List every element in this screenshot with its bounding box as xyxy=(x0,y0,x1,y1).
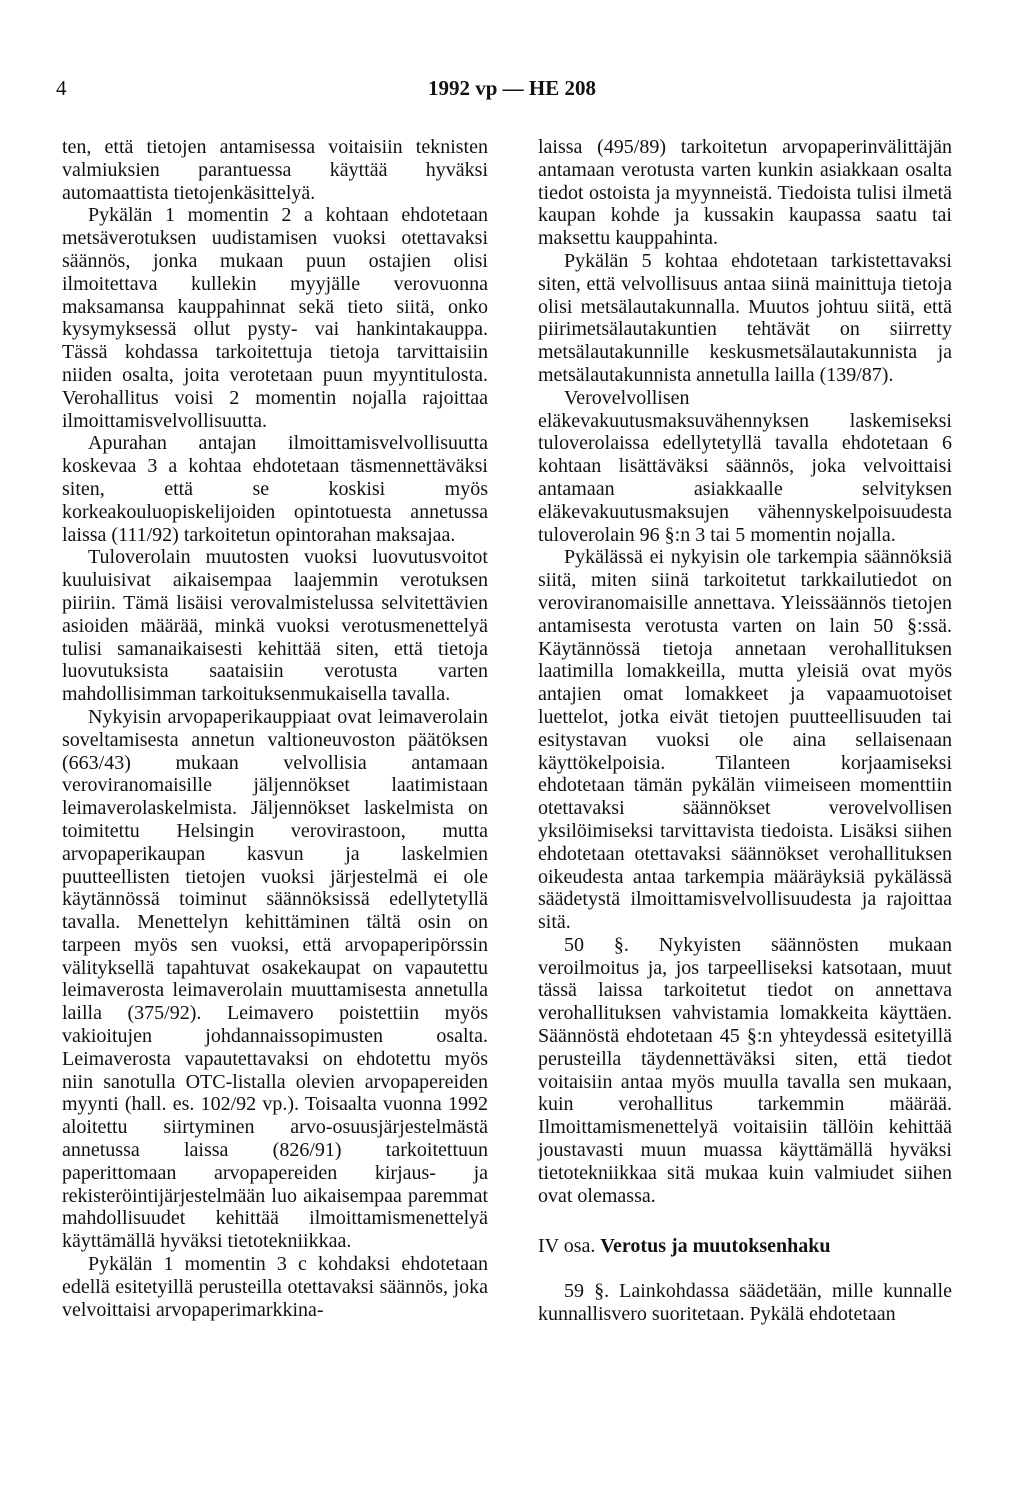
section-title: Verotus ja muutoksenhaku xyxy=(600,1235,831,1258)
right-column xyxy=(538,136,952,1326)
paragraph: Tuloverolain muutosten vuoksi luovutusvoitot kuuluisivat aikaisempaa laajemmin verotuksen piiriin. Tämä lisäisi verovalmistelussa selvitettävien asioiden määrää, minkä vuoksi verotusmenettelyä tulisi samanaikaisesti kehittää siten, että tietoja luovutuksista saataisiin verotusta varten mahdollisimman tarkoituksenmukaisella tavalla. xyxy=(62,546,488,706)
paragraph: Pykälässä ei nykyisin ole tarkempia säännöksiä siitä, miten siinä tarkoitetut tarkkailutiedot on veroviranomaisille annettava. Yleissäännös tietojen antamisesta verotusta varten on lain 50 §:ssä. Käytännössä tietoja annetaan verohallituksen laatimilla lomakkeilla, mutta yleisiä ovat myös antajien omat lomakkeet ja vapaamuotoiset luettelot, jotka eivät tietojen puutteellisuuden tai esitystavan vuoksi ole aina sellaisenaan käyttökelpoisia. Tilanteen korjaamiseksi ehdotetaan tämän pykälän viimeiseen momenttiin otettavaksi säännökset verovelvollisen yksilöimiseksi tarvittavista tiedoista. Lisäksi siihen ehdotetaan otettavaksi säännökset verohallituksen oikeudesta antaa tarkempia määräyksiä pykälässä säädetystä ilmoittamisvelvollisuudesta ja rajoittaa sitä. xyxy=(538,546,952,934)
paragraph: Verovelvollisen eläkevakuutusmaksuvähennyksen laskemiseksi tuloverolaissa edellytetyllä tavalla ehdotetaan 6 kohtaan lisättäväksi säännös, joka velvoittaisi antamaan asiakkaalle selvityksen eläkevakuutusmaksujen vähennyskelpoisuudesta tuloverolain 96 §:n 3 tai 5 momentin nojalla. xyxy=(538,386,952,546)
paragraph: laissa (495/89) tarkoitetun arvopaperinvälittäjän antamaan verotusta varten kunkin asiakkaan osalta tiedot ostoista ja myynneistä. Tiedoista tulisi ilmetä kaupan kohde ja kussakin kaupassa saatu tai maksettu kauppahinta. xyxy=(538,136,952,250)
paragraph: 59 §. Lainkohdassa säädetään, mille kunnalle kunnallisvero suoritetaan. Pykälä ehdotetaan xyxy=(538,1280,952,1326)
paragraph: Nykyisin arvopaperikauppiaat ovat leimaverolain soveltamisesta annetun valtioneuvoston päätöksen (663/43) mukaan velvollisia antamaan veroviranomaisille jäljennökset laatimistaan leimaverolaskelmista. Jäljennökset laskelmista on toimitettu Helsingin verovirastoon, mutta arvopaperikaupan kasvun ja laskelmien puutteellisten tietojen vuoksi järjestelmä ei ole käytännössä toiminut säännöksissä edellytetyllä tavalla. Menettelyn kehittäminen tältä osin on tarpeen myös sen vuoksi, että arvopaperipörssin välityksellä tapahtuvat osakekaupat on vapautettu leimaverosta leimaverolain muuttamisesta annetulla lailla (375/92). Leimavero poistettiin myös vakioitujen johdannaissopimusten osalta. Leimaverosta vapautettavaksi on ehdotettu myös niin sanotulla OTC-listalla olevien arvopapereiden myynti (hall. es. 102/92 vp.). Toisaalta vuonna 1992 aloitettu siirtyminen arvo-osuusjärjestelmästä annetussa laissa (826/91) tarkoitettuun paperittomaan arvopapereiden kirjaus- ja rekisteröintijärjestelmään luo aikaisempaa paremmat mahdollisuudet kehittää ilmoittamismenettelyä käyttämällä hyväksi tietotekniikkaa. xyxy=(62,705,488,1253)
paragraph: ten, että tietojen antamisessa voitaisiin teknisten valmiuksien parantuessa käyttää hyväksi automaattista tietojenkäsittelyä. xyxy=(62,136,488,204)
paragraph: 50 §. Nykyisten säännösten mukaan veroilmoitus ja, jos tarpeelliseksi katsotaan, muut tässä laissa tarkoitetut tiedot on annettava verohallituksen vahvistamia lomakkeita käyttäen. Säännöstä ehdotetaan 45 §:n yhteydessä esitetyillä perusteilla täydennettäväksi siten, että tiedot voitaisiin antaa myös muulla tavalla sen mukaan, kuin verohallitus tarkemmin määrää. Ilmoittamismenettelyä voitaisiin tällöin kehittää joustavasti muun muassa käyttämällä hyväksi tietotekniikkaa sitä mukaa kuin valmiudet siihen ovat olemassa. xyxy=(538,933,952,1207)
running-head: 1992 vp — HE 208 xyxy=(427,76,597,100)
left-column xyxy=(62,136,488,1321)
section-number: IV osa. xyxy=(538,1235,596,1258)
paragraph: Pykälän 1 momentin 2 a kohtaan ehdotetaan metsäverotuksen uudistamisen vuoksi otettavaksi säännös, jonka mukaan puun ostajien olisi ilmoitettava kullekin myyjälle verovuonna maksamansa kauppahinnat sekä tieto siitä, onko kysymyksessä ollut pysty- vai hankintakauppa. Tässä kohdassa tarkoitettuja tietoja tarvittaisiin niiden osalta, joita verotetaan puun myyntitulosta. Verohallitus voisi 2 momentin nojalla rajoittaa ilmoittamisvelvollisuutta. xyxy=(62,204,488,432)
paragraph: Apurahan antajan ilmoittamisvelvollisuutta koskevaa 3 a kohtaa ehdotetaan täsmennettäväksi siten, että se koskisi myös korkeakouluopiskelijoiden opintotuesta annetussa laissa (111/92) tarkoitetun opintorahan maksajaa. xyxy=(62,432,488,546)
paragraph: Pykälän 1 momentin 3 c kohdaksi ehdotetaan edellä esitetyillä perusteilla otettavaksi säännös, joka velvoittaisi arvopaperimarkkina- xyxy=(62,1253,488,1321)
page-number: 4 xyxy=(56,76,67,100)
paragraph: Pykälän 5 kohtaa ehdotetaan tarkistettavaksi siten, että velvollisuus antaa siinä mainittuja tietoja olisi metsälautakunnalla. Muutos johtuu siitä, että piirimetsälautakuntien tehtävät on siirretty metsälautakunnille keskusmetsälautakunnista ja metsälautakunnista annetulla lailla (139/87). xyxy=(538,249,952,386)
section-heading xyxy=(538,1235,952,1258)
